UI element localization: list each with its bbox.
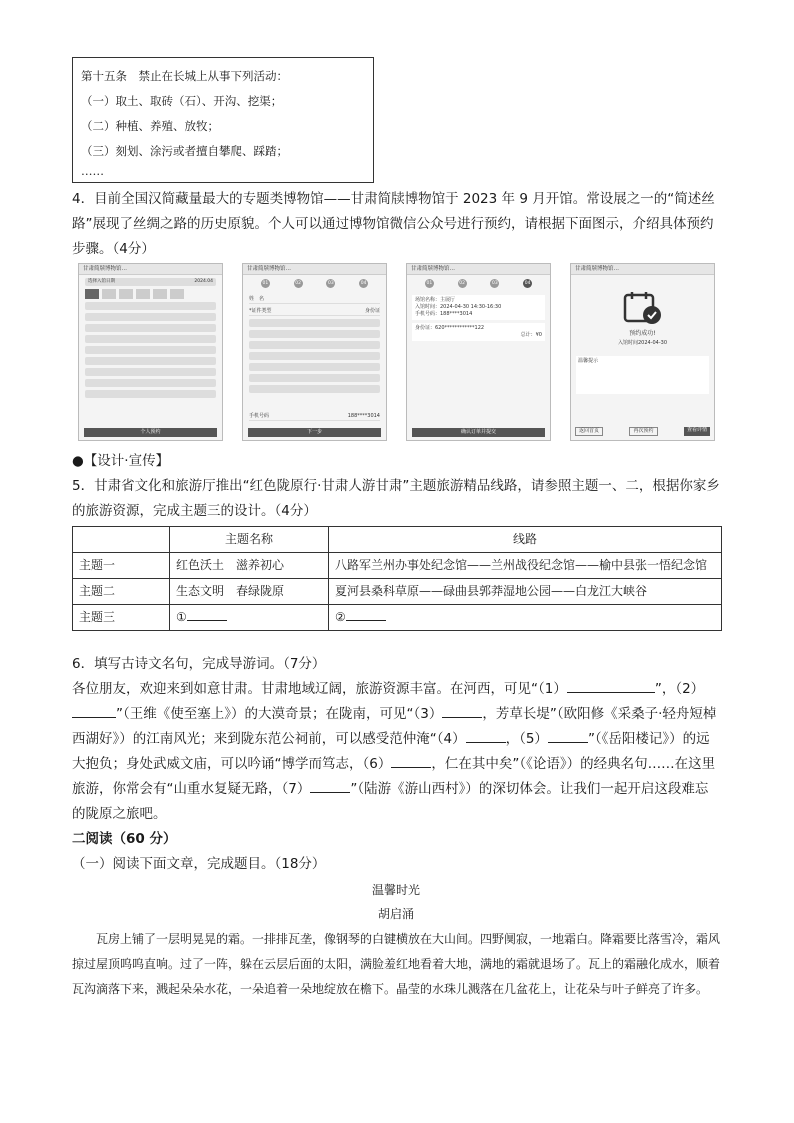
poem-blank-6[interactable] — [391, 752, 431, 768]
poem-blank-1[interactable] — [567, 677, 655, 693]
detail-button[interactable]: 查看详情 — [684, 427, 710, 436]
phone-label: 手机号码 — [249, 413, 270, 419]
law-article-box — [72, 57, 374, 183]
next-step-button[interactable]: 下一步 — [248, 428, 381, 437]
venue-name: 场馆名称：主展厅 — [415, 297, 456, 303]
success-time: 入馆时间2024-04-30 — [617, 340, 668, 346]
rebook-button[interactable]: 再次预约 — [629, 427, 657, 436]
screen-success — [570, 263, 715, 441]
blank-1-label: ① — [176, 610, 187, 624]
theme-name: 红色沃土 滋养初心 — [170, 553, 329, 579]
screen-select-date — [78, 263, 223, 441]
passage-part: ，（5） — [505, 731, 548, 747]
entry-time: 入馆时间：2024-04-30 14:30-16:30 — [415, 304, 502, 310]
id-number: 身份证：620************122 — [415, 325, 485, 331]
passage-part: ，仁在其中矣”（《论语》）的经典名句……在这里旅游，你常会有“山重水复疑无路，（7） — [72, 756, 716, 797]
passage-part: ”（王维《使至塞上》）的大漠奇景；在陇南，可见“（3） — [116, 706, 443, 722]
passage-part: （2） — [675, 681, 705, 697]
id-type-label: *证件类型 — [249, 308, 272, 314]
question-4: 4．目前全国汉简藏量最大的专题类博物馆——甘肃简牍博物馆于 2023 年 9 月开馆。常设展之一的“简述丝路”展现了丝绸之路的历史原貌。个人可以通过博物馆微信公众号进行预约，请根据下面图示，介绍具体预约步骤。（4分） — [72, 191, 715, 257]
passage-part: ”， — [654, 681, 676, 697]
booking-screenshots — [78, 263, 716, 443]
poem-blank-7[interactable] — [310, 777, 350, 793]
passage-part: ”（《岳阳楼记》）的远大抱负；身处武威文庙，可以吟诵“博学而笃志，（6） — [72, 731, 710, 772]
id-type-value[interactable]: 身份证 — [364, 308, 380, 314]
section-design: ●【设计·宣传】 — [72, 453, 170, 469]
table-row — [73, 605, 722, 631]
passage-part: 各位朋友，欢迎来到如意甘肃。甘肃地域辽阔，旅游资源丰富。在河西，可见“（1） — [72, 681, 567, 697]
success-text: 预约成功! — [629, 330, 656, 337]
theme-name: 生态文明 春绿陇原 — [170, 579, 329, 605]
row-label: 主题二 — [73, 579, 170, 605]
calendar-check-icon — [623, 290, 663, 326]
order-total: 总计：¥0 — [520, 332, 542, 338]
blank-2-label: ② — [335, 610, 346, 624]
table-row — [73, 553, 722, 579]
poem-blank-2[interactable] — [72, 702, 116, 718]
screen-header: 甘肃简牍博物馆… — [571, 264, 714, 275]
screen-fill-info: 甘肃简牍博物馆… 01 02 03 04 姓 名 *证件类型 身份证 手机号码 188****3014 下一步 — [242, 263, 387, 441]
screen-header: 甘肃简牍博物馆… — [407, 264, 550, 275]
article-body: 瓦房上铺了一层明晃晃的霜。一排排瓦垄，像钢琴的白键横放在大山间。四野阒寂，一地霜白。降霜要比落雪冷，霜风掠过屋顶呜呜直响。过了一阵，躲在云层后面的太阳，满脸羞红地看着大地，满地的霜就退场了。瓦上的霜融化成水，顺着瓦沟滴落下来，溅起朵朵水花，一朵追着一朵地绽放在檐下。晶莹的水珠儿溅落在几盆花上，让花朵与叶子鲜亮了许多。 — [72, 932, 721, 996]
calendar-days — [85, 289, 216, 299]
article-author: 胡启涌 — [377, 907, 414, 921]
article-title: 温馨时光 — [371, 883, 420, 897]
section-reading: 二阅读（60 分） — [72, 831, 177, 847]
poem-blank-3[interactable] — [442, 702, 482, 718]
header-route: 线路 — [329, 527, 722, 553]
article-title: 第十五条 禁止在长城上从事下列活动： — [81, 69, 288, 83]
date-value: 2024.04 — [194, 279, 213, 284]
question-5: 5．甘肃省文化和旅游厅推出“红色陇原行·甘肃人游甘肃”主题旅游精品线路，请参照主题一、二，根据你家乡的旅游资源，完成主题三的设计。（4分） — [72, 478, 720, 519]
phone-value[interactable]: 188****3014 — [347, 413, 380, 419]
answer-blank-2[interactable] — [346, 605, 386, 621]
article-item: （三）刻划、涂污或者擅自攀爬、踩踏； — [81, 144, 288, 158]
screen-confirm-order: 甘肃简牍博物馆… 01 02 03 04 场馆名称：主展厅 入馆时间：2024-04-30 14:30-16:30 手机号码：188****3014 身份证：620************122 总计：¥0 确认订单并提交 — [406, 263, 551, 441]
screen-header: 甘肃简牍博物馆… — [243, 264, 386, 275]
tip-title: 温馨提示 — [578, 358, 599, 364]
row-label: 主题一 — [73, 553, 170, 579]
submit-order-button[interactable]: 确认订单并提交 — [412, 428, 545, 437]
question-6-title: 6．填写古诗文名句，完成导游词。（7分） — [72, 656, 326, 672]
home-button[interactable]: 返回首页 — [575, 427, 603, 436]
passage-part: ，芳草长堤”（欧阳修《采桑子·轻舟短棹西湖好》）的江南风光；来到陇东范公祠前，可以感受范仲淹“（4） — [72, 706, 717, 747]
header-theme-name: 主题名称 — [170, 527, 329, 553]
name-label: 姓 名 — [249, 295, 380, 304]
theme-route: 夏河县桑科草原——碌曲县郭莽湿地公园——白龙江大峡谷 — [329, 579, 722, 605]
passage-part: ”（陆游《游山西村》）的深切体会。让我们一起开启这段难忘的陇原之旅吧。 — [72, 781, 709, 822]
tip-box — [576, 356, 709, 394]
screen-header: 甘肃简牍博物馆… — [79, 264, 222, 275]
answer-blank-1[interactable] — [187, 605, 227, 621]
reserve-button[interactable]: 个人预约 — [84, 428, 217, 437]
table-row — [73, 579, 722, 605]
theme-route: 八路军兰州办事处纪念馆——兰州战役纪念馆——榆中县张一悟纪念馆 — [329, 553, 722, 579]
article-item: …… — [81, 164, 104, 178]
article-item: （一）取土、取砖（石）、开沟、挖渠； — [81, 94, 283, 108]
date-label: 选择入馆日期 — [88, 279, 115, 284]
phone-number: 手机号码：188****3014 — [415, 311, 473, 317]
row-label: 主题三 — [73, 605, 170, 631]
subsection-1: （一）阅读下面文章，完成题目。（18分） — [72, 856, 326, 872]
poem-blank-5[interactable] — [548, 727, 588, 743]
question-6-passage — [72, 677, 720, 827]
article-item: （二）种植、养殖、放牧； — [81, 119, 219, 133]
theme-table — [72, 526, 722, 631]
poem-blank-4[interactable] — [466, 727, 506, 743]
